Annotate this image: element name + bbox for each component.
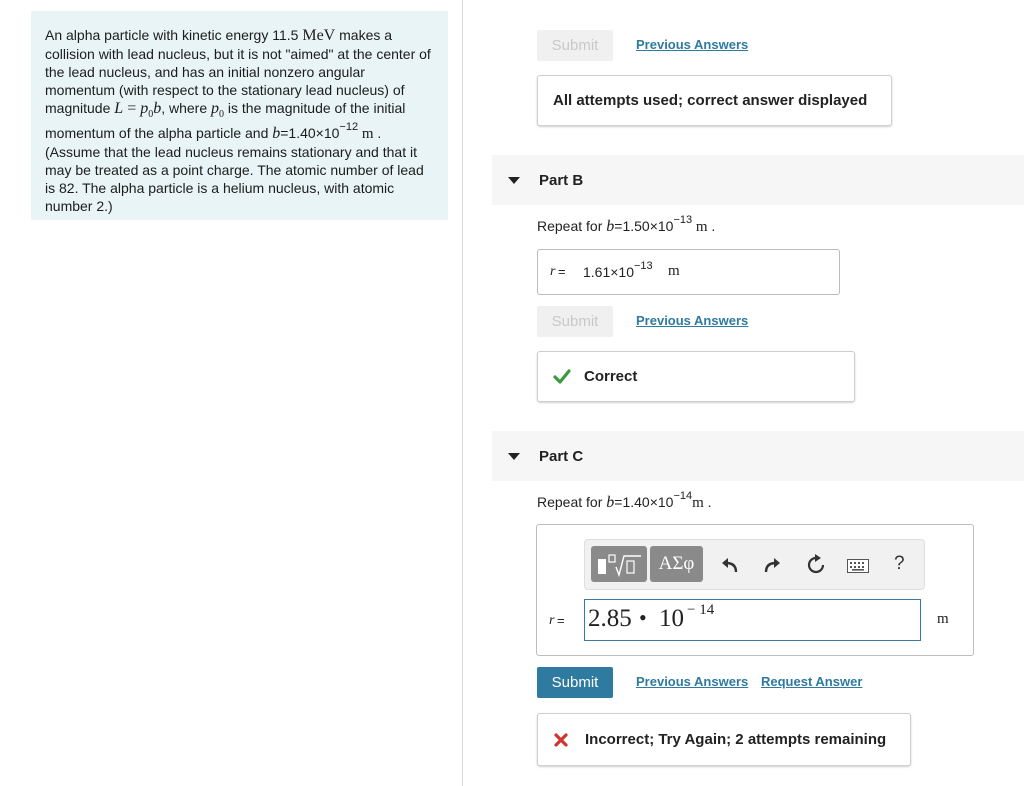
math-toolbar <box>584 539 925 590</box>
part-b-collapse-caret-icon[interactable] <box>508 177 520 184</box>
part-c-unit: m <box>937 611 949 627</box>
part-c-question: Repeat for $b=1.40\times 10^{-14}m$ . <box>537 490 712 511</box>
part-c-answer-eq: = <box>557 613 565 628</box>
part-c-previous-answers-link[interactable]: Previous Answers <box>636 674 749 689</box>
part-a-feedback <box>537 75 892 126</box>
part-b-feedback-text: Correct <box>584 368 638 385</box>
part-b-answer-eq: = <box>558 264 566 279</box>
column-divider <box>462 0 463 786</box>
reset-icon[interactable] <box>805 554 827 576</box>
greek-symbols-button[interactable]: ΑΣφ <box>650 546 703 582</box>
part-c-answer-input[interactable] <box>584 599 921 641</box>
undo-icon[interactable] <box>720 555 740 575</box>
cross-icon <box>554 733 568 747</box>
part-c-request-answer-link[interactable]: Request Answer <box>761 674 863 689</box>
checkmark-icon <box>553 369 571 385</box>
input-mantissa: 2.85 <box>588 605 632 632</box>
templates-icon <box>597 553 643 577</box>
part-b-answer-unit: m <box>668 263 680 279</box>
part-a-feedback-text: All attempts used; correct answer displayed <box>553 92 868 109</box>
part-b-feedback <box>537 351 855 402</box>
part-b-answer-value: $1.61\times 10^{-13}$ <box>583 260 653 280</box>
part-b-submit-button[interactable]: Submit <box>537 306 613 337</box>
part-c-feedback-text: Incorrect; Try Again; 2 attempts remaining <box>585 731 887 748</box>
keyboard-icon[interactable] <box>847 559 869 573</box>
part-b-title: Part B <box>539 172 584 189</box>
part-c-submit-button[interactable]: Submit <box>537 667 613 698</box>
problem-panel <box>31 11 448 220</box>
input-base: 10 <box>659 605 684 632</box>
redo-icon[interactable] <box>762 555 782 575</box>
help-button[interactable]: ? <box>894 553 905 574</box>
part-a-submit-button[interactable]: Submit <box>537 30 613 61</box>
templates-button[interactable] <box>591 546 647 582</box>
part-b-answer-box <box>537 249 840 295</box>
part-c-collapse-caret-icon[interactable] <box>508 453 520 460</box>
part-b-answer-var: r <box>550 264 556 279</box>
part-c-feedback <box>537 713 911 766</box>
part-a-previous-answers-link[interactable]: Previous Answers <box>636 37 749 52</box>
part-c-answer-var: r <box>549 613 555 628</box>
part-b-previous-answers-link[interactable]: Previous Answers <box>636 313 749 328</box>
part-b-question: Repeat for $b=1.50\times 10^{-13}$ m . <box>537 214 716 235</box>
input-multiply-dot: • <box>639 605 647 630</box>
problem-statement: An alpha particle with kinetic energy 11.5 MeV makes a collision with lead nucleus, but it is not "aimed" at the center of the lead nucleus, and has an initial nonzero angular momentum (with respect to the stationary lead nucleus) of magnitude $L = p_0b$, where $p_0$ is the magnitude of the initial momentum of the alpha particle and $b=1.40\times 10^{-12}$ m . (Assume that the lead nucleus remains stationary and that it may be treated as a point charge. The atomic number of lead is 82. The alpha particle is a helium nucleus, with atomic number 2.) <box>45 27 431 214</box>
part-c-title: Part C <box>539 448 584 465</box>
input-exponent: − 14 <box>687 602 715 618</box>
